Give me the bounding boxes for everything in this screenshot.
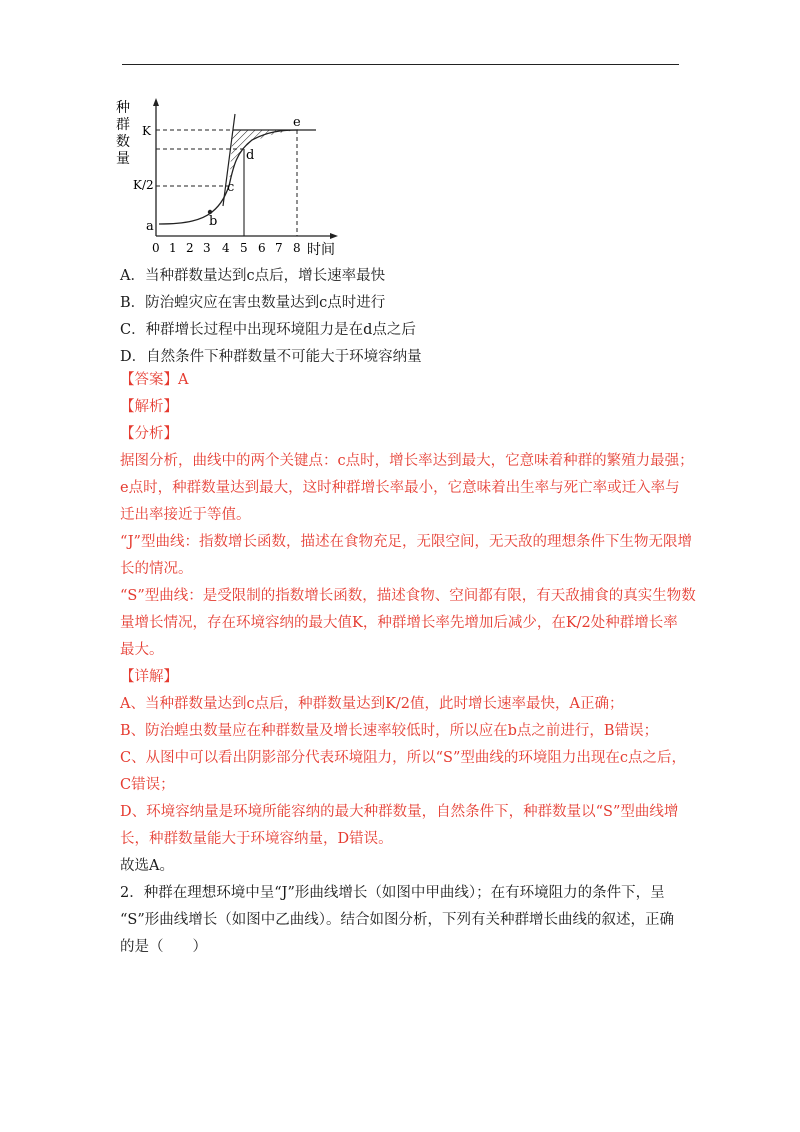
point-b-label: b <box>209 214 218 229</box>
s-curve <box>159 130 298 224</box>
xiangjie-heading: 【详解】 <box>120 669 178 685</box>
x-tick-4: 4 <box>222 241 230 255</box>
point-a-label: a <box>146 219 154 234</box>
fenxi-line: 最大。 <box>120 642 164 658</box>
question-2-line: 2．种群在理想环境中呈“J”形曲线增长（如图中甲曲线）；在有环境阻力的条件下，呈 <box>120 885 665 901</box>
fenxi-line: 据图分析，曲线中的两个关键点：c点时，增长率达到最大，它意味着种群的繁殖力最强； <box>120 453 694 469</box>
y-axis-label-char-4: 量 <box>116 151 130 167</box>
y-axis-label-char-3: 数 <box>116 134 130 150</box>
xiangjie-line: 长，种群数量能大于环境容纳量，D错误。 <box>120 831 393 847</box>
fenxi-heading: 【分析】 <box>120 426 178 442</box>
x-tick-3: 3 <box>203 241 211 255</box>
x-tick-6: 6 <box>258 241 266 255</box>
answer-line: 【答案】A <box>120 372 189 388</box>
x-tick-8: 8 <box>293 241 301 255</box>
solution-section <box>120 367 696 961</box>
y-tick-k: K <box>142 124 151 138</box>
fenxi-line: 量增长情况，存在环境容纳的最大值K，种群增长率先增加后减少，在K/2处种群增长率 <box>120 615 678 631</box>
point-d-label: d <box>246 148 255 163</box>
header-rule <box>122 64 679 65</box>
xiangjie-line: B、防治蝗虫数量应在种群数量及增长速率较低时，所以应在b点之前进行，B错误； <box>120 723 659 739</box>
fenxi-line: “S”型曲线：是受限制的指数增长函数，描述食物、空间都有限，有天敌捕食的真实生物数 <box>120 588 696 604</box>
fenxi-line: “J”型曲线：指数增长函数，描述在食物充足，无限空间，无天敌的理想条件下生物无限增 <box>120 534 692 550</box>
answer-options <box>120 263 680 371</box>
y-axis-arrow <box>153 98 159 106</box>
xiangjie-line: C、从图中可以看出阴影部分代表环境阻力，所以“S”型曲线的环境阻力出现在c点之后， <box>120 750 686 766</box>
y-axis-label-char-2: 群 <box>116 117 130 133</box>
question-2-line: “S”形曲线增长（如图中乙曲线）。结合如图分析，下列有关种群增长曲线的叙述，正确 <box>120 912 675 928</box>
xiangjie-line: D、环境容纳量是环境所能容纳的最大种群数量，自然条件下，种群数量以“S”型曲线增 <box>120 804 679 820</box>
y-axis-label-char-1: 种 <box>116 100 130 116</box>
resistance-shaded-area <box>229 130 296 186</box>
question-2-line: 的是（ ） <box>120 939 207 955</box>
point-c-label: c <box>227 180 235 195</box>
x-tick-2: 2 <box>186 241 194 255</box>
xiangjie-line: A、当种群数量达到c点后，种群数量达到K/2值，此时增长速率最快，A正确； <box>120 696 624 712</box>
x-axis-label: 时间 <box>307 242 335 258</box>
population-growth-graph <box>112 96 352 261</box>
point-e-label: e <box>293 115 301 130</box>
x-axis-arrow <box>330 233 338 239</box>
fenxi-line: 长的情况。 <box>120 561 193 577</box>
xiangjie-line: C错误； <box>120 777 175 793</box>
x-tick-5: 5 <box>240 241 248 255</box>
fenxi-line: e点时，种群数量达到最大，这时种群增长率最小，它意味着出生率与死亡率或迁入率与 <box>120 480 680 496</box>
y-tick-k-half: K/2 <box>133 178 154 192</box>
x-tick-7: 7 <box>275 241 283 255</box>
option-d: D．自然条件下种群数量不可能大于环境容纳量 <box>120 349 422 365</box>
x-tick-1: 1 <box>169 241 177 255</box>
conclusion-line: 故选A。 <box>120 858 174 874</box>
jiexi-heading: 【解析】 <box>120 399 178 415</box>
fenxi-line: 迁出率接近于等值。 <box>120 507 251 523</box>
option-b: B．防治蝗灾应在害虫数量达到c点时进行 <box>120 295 386 311</box>
x-tick-0: 0 <box>152 241 160 255</box>
option-a: A．当种群数量达到c点后，增长速率最快 <box>120 268 386 284</box>
option-c: C．种群增长过程中出现环境阻力是在d点之后 <box>120 322 416 338</box>
